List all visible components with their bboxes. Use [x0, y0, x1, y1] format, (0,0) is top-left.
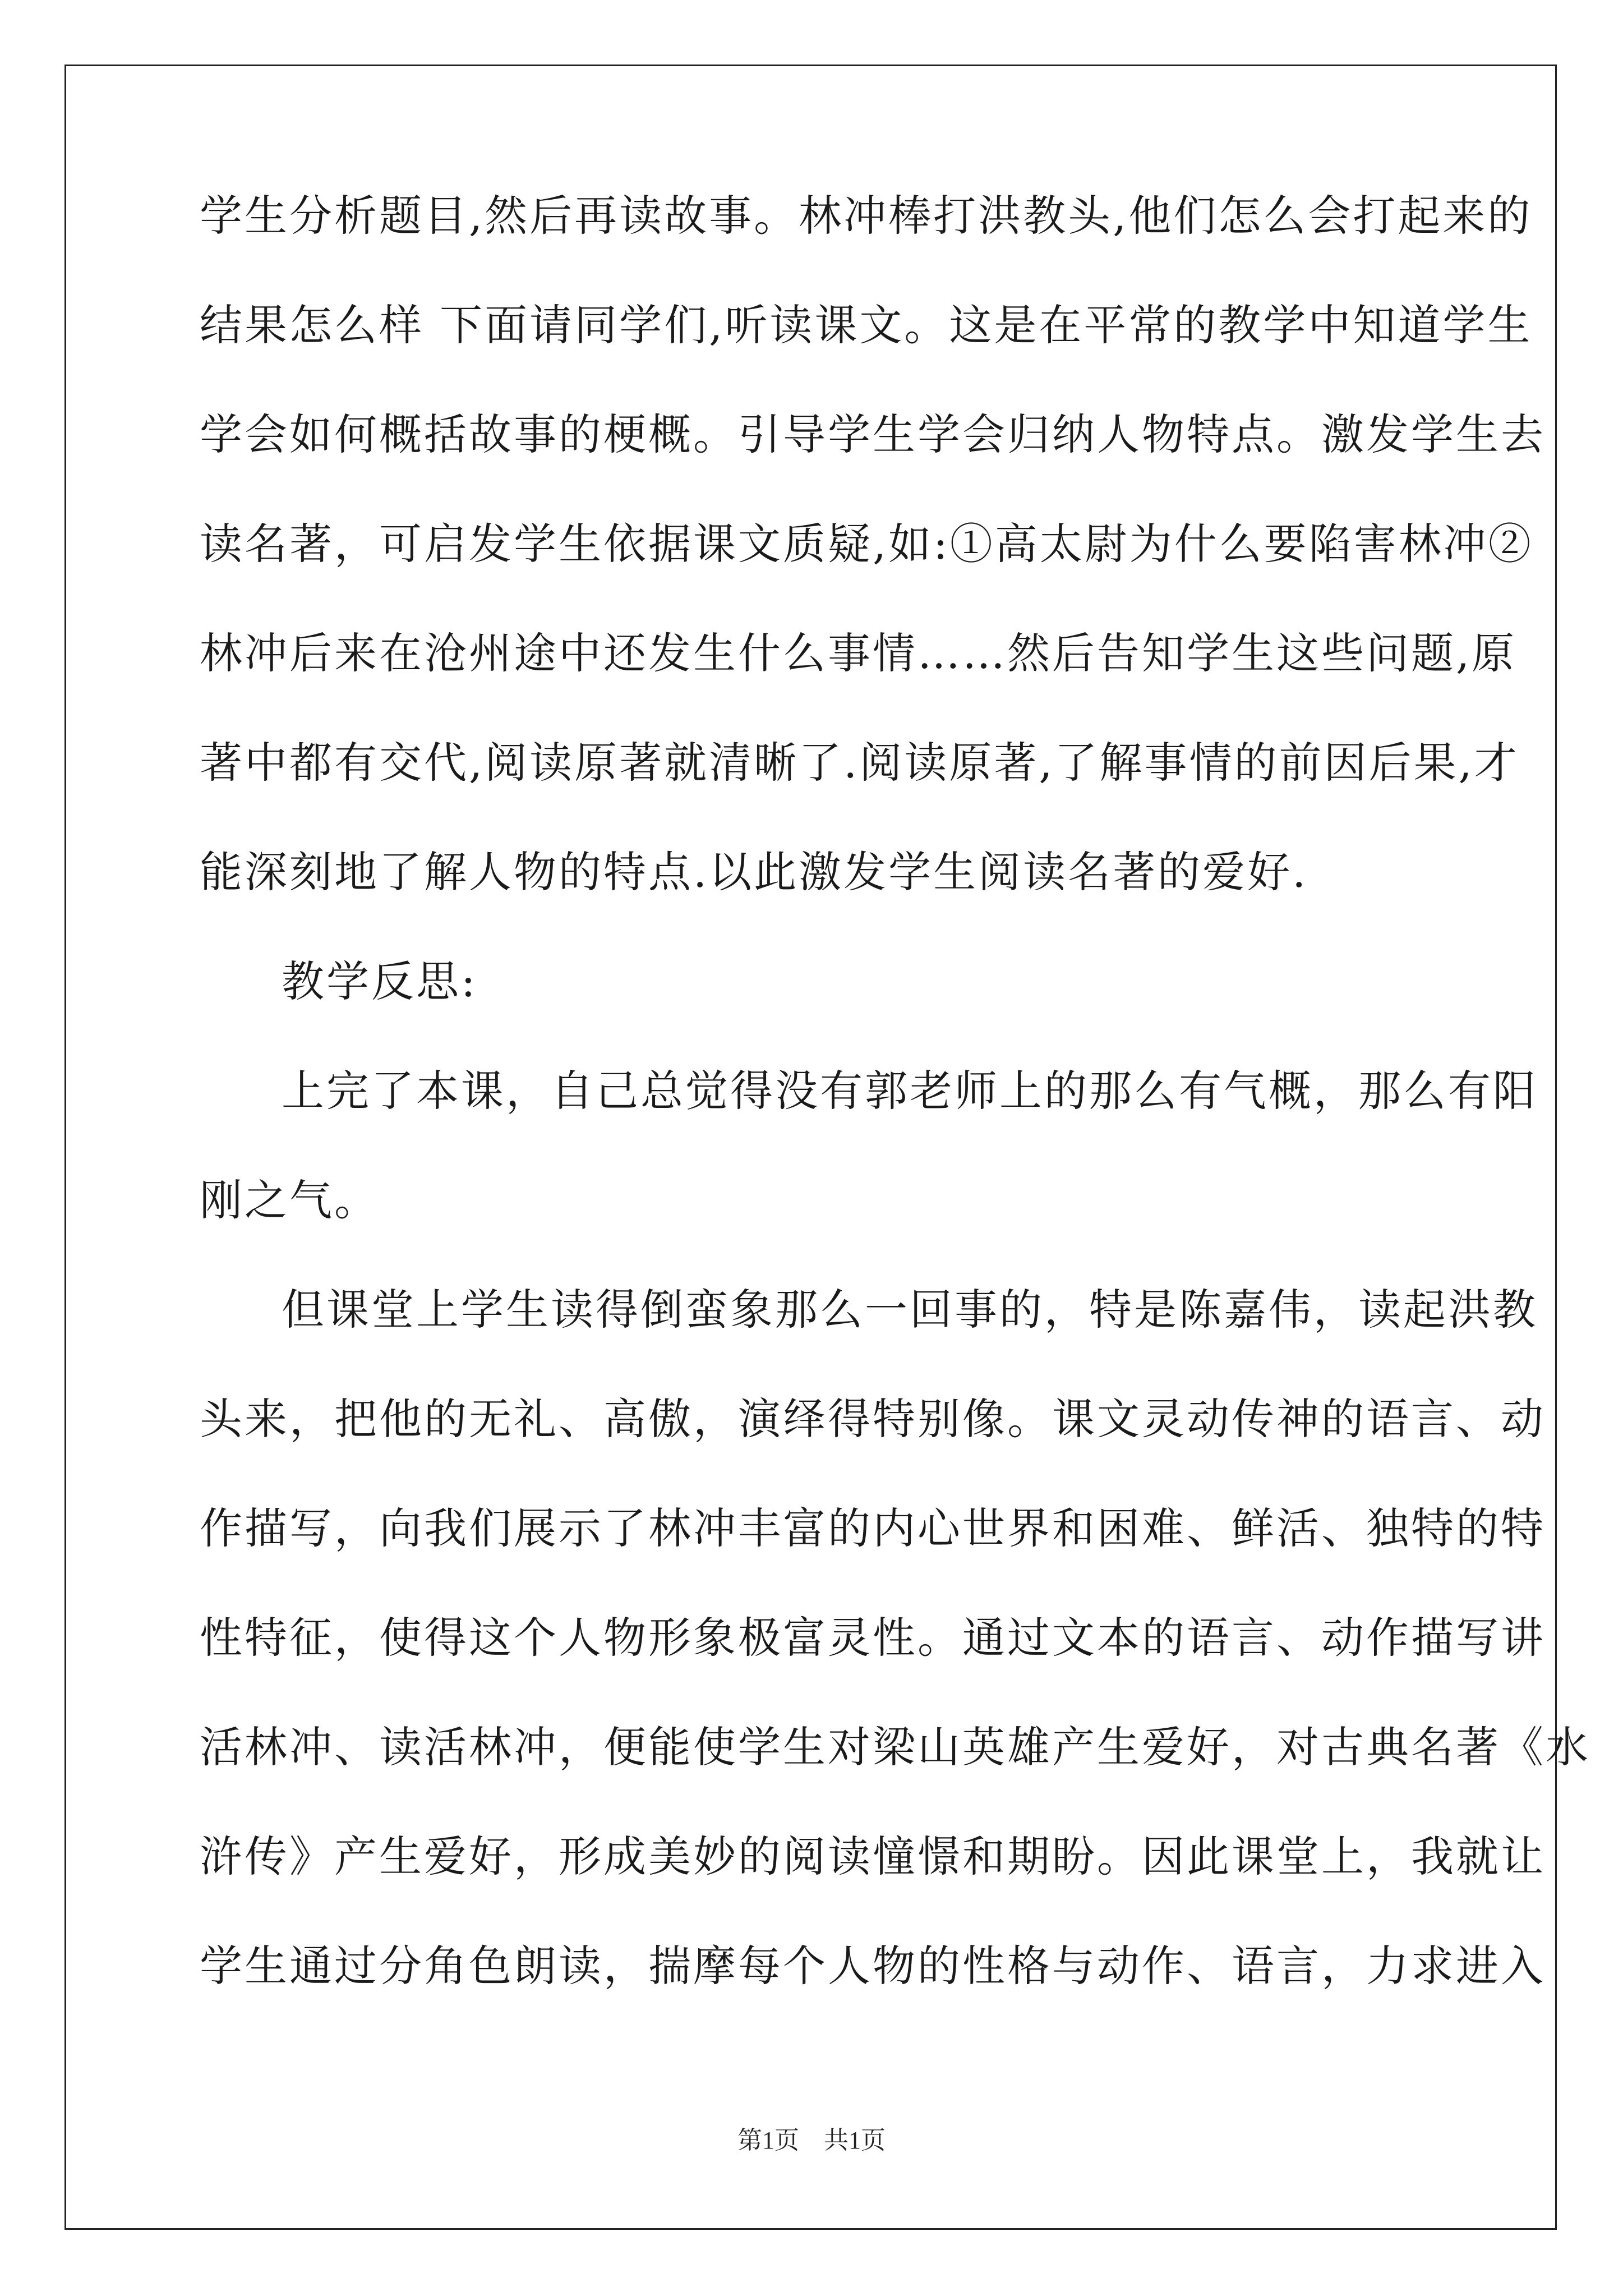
text-line: 上完了本课，自己总觉得没有郭老师上的那么有气概，那么有阳	[282, 1066, 1538, 1116]
text-line: 浒传》产生爱好，形成美妙的阅读憧憬和期盼。因此课堂上，我就让	[200, 1832, 1546, 1881]
text-line: 能深刻地了解人物的特点.以此激发学生阅读名著的爱好.	[200, 847, 1308, 897]
text-line: 林冲后来在沧州途中还发生什么事情……然后告知学生这些问题,原	[200, 628, 1517, 678]
text-line: 著中都有交代,阅读原著就清晰了.阅读原著,了解事情的前因后果,才	[200, 738, 1519, 788]
section-heading: 教学反思:	[282, 956, 478, 1006]
text-line: 学会如何概括故事的梗概。引导学生学会归纳人物特点。激发学生去	[200, 409, 1546, 459]
text-line: 读名著，可启发学生依据课文质疑,如:①高太尉为什么要陷害林冲②	[200, 519, 1533, 569]
text-line: 活林冲、读活林冲，便能使学生对梁山英雄产生爱好，对古典名著《水	[200, 1722, 1590, 1772]
page-number-footer: 第1页 共1页	[737, 2127, 886, 2154]
text-line: 结果怎么样 下面请同学们,听读课文。这是在平常的教学中知道学生	[200, 300, 1533, 350]
text-line: 性特征，使得这个人物形象极富灵性。通过文本的语言、动作描写讲	[200, 1613, 1546, 1663]
text-line: 作描写，向我们展示了林冲丰富的内心世界和困难、鲜活、独特的特	[200, 1503, 1546, 1553]
text-line: 学生通过分角色朗读，揣摩每个人物的性格与动作、语言，力求进入	[200, 1941, 1546, 1991]
text-line: 头来，把他的无礼、高傲，演绎得特别像。课文灵动传神的语言、动	[200, 1394, 1546, 1444]
page-border	[64, 65, 1557, 2230]
text-line: 学生分析题目,然后再读故事。林冲棒打洪教头,他们怎么会打起来的	[200, 191, 1533, 241]
text-line: 刚之气。	[200, 1175, 379, 1225]
text-line: 但课堂上学生读得倒蛮象那么一回事的，特是陈嘉伟，读起洪教	[282, 1285, 1538, 1335]
